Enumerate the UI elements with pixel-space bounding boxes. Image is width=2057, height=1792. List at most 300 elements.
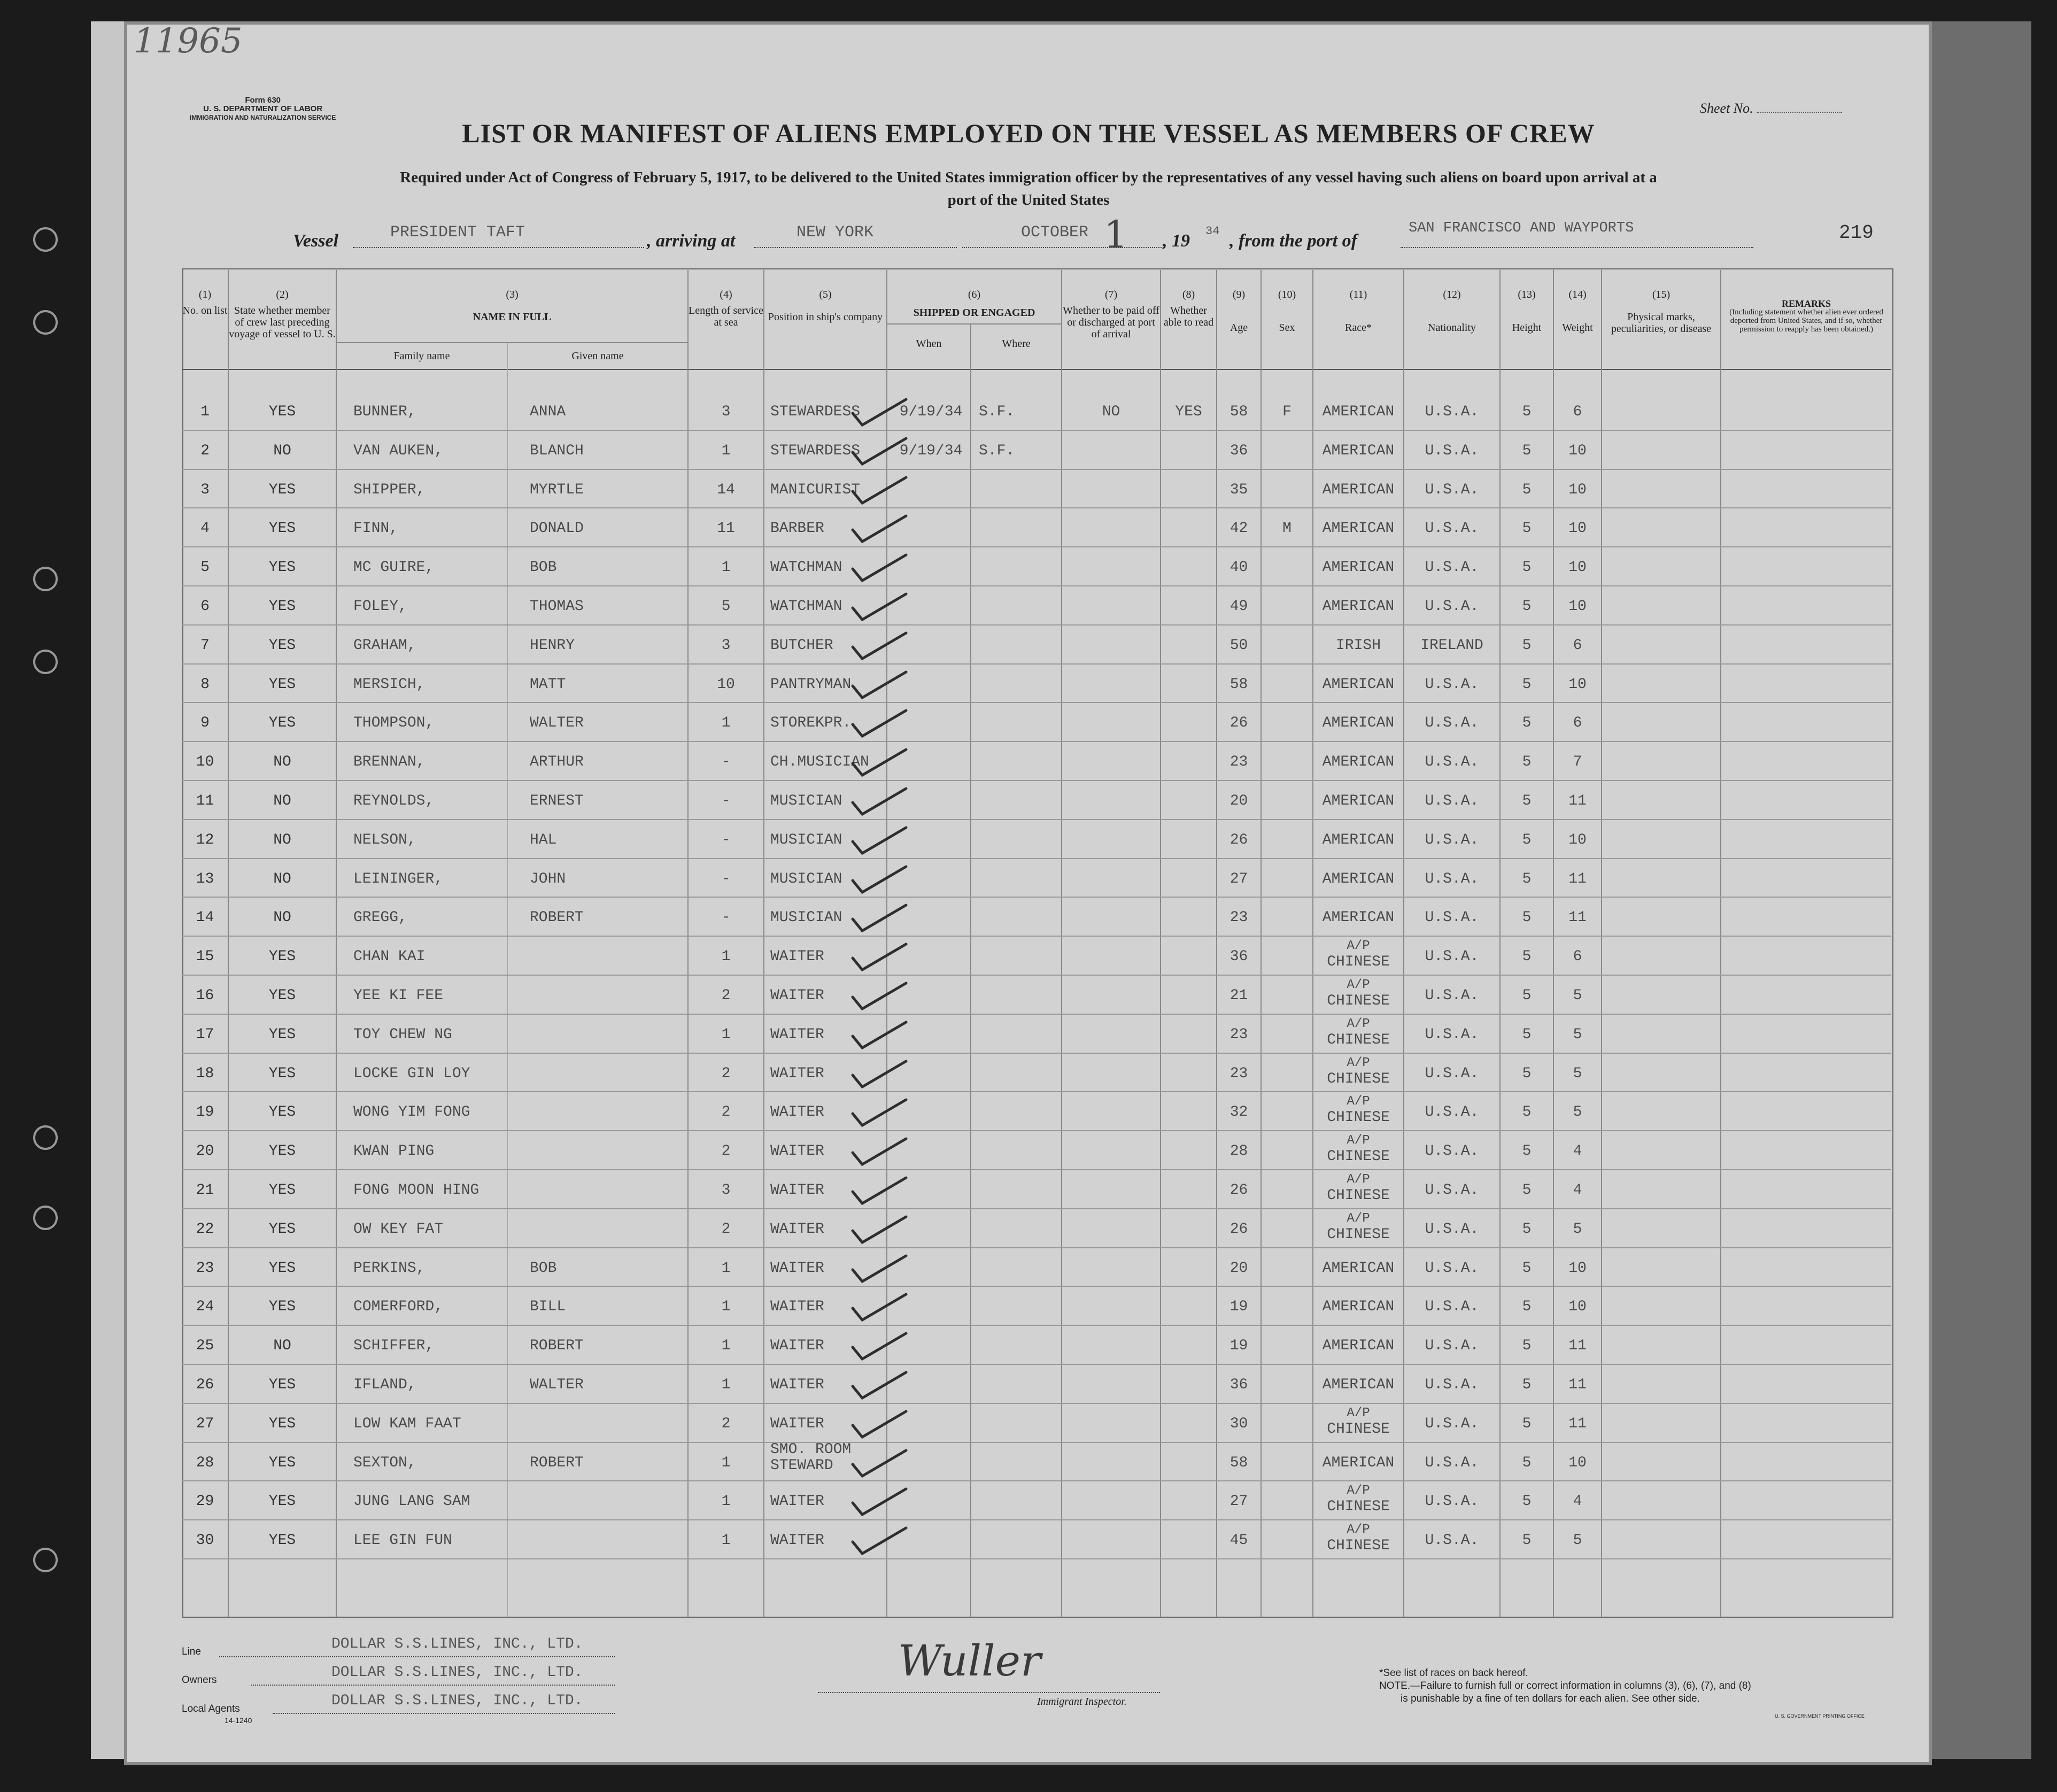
position: WATCHMAN xyxy=(770,559,842,576)
height: 5 xyxy=(1522,442,1532,459)
service-length: 11 xyxy=(717,520,735,537)
height: 5 xyxy=(1522,1532,1532,1549)
row-number: 26 xyxy=(196,1377,214,1393)
height: 5 xyxy=(1522,404,1532,420)
check-mark-icon xyxy=(850,825,909,858)
table-row xyxy=(182,860,1891,899)
vessel-name: PRESIDENT TAFT xyxy=(390,223,525,242)
table-row xyxy=(182,588,1891,627)
able-to-read: YES xyxy=(1175,404,1202,420)
given-name: BLANCH xyxy=(530,442,584,459)
nationality: U.S.A. xyxy=(1425,909,1479,926)
nationality: U.S.A. xyxy=(1425,1532,1479,1549)
nationality: U.S.A. xyxy=(1425,1221,1479,1238)
position: MUSICIAN xyxy=(770,870,842,887)
arriving-label: , arriving at xyxy=(647,231,736,251)
height: 5 xyxy=(1522,1454,1532,1471)
remarks-header: REMARKS (Including statement whether alien ever ordered deported from United States, and if so, whether permission to reapply has been obtained.) xyxy=(1729,298,1883,334)
age: 20 xyxy=(1229,1260,1248,1277)
table-row xyxy=(182,1441,1891,1483)
given-name: ROBERT xyxy=(530,1454,584,1471)
col5-header: (5) Position in ship's company xyxy=(768,289,883,323)
race-note: A/P xyxy=(1347,1172,1370,1187)
previous-voyage: YES xyxy=(268,1377,296,1393)
service-length: 1 xyxy=(721,715,731,732)
row-number: 9 xyxy=(200,715,210,732)
height: 5 xyxy=(1522,870,1532,887)
service-length: 1 xyxy=(721,559,731,576)
age: 21 xyxy=(1229,987,1248,1004)
nationality: U.S.A. xyxy=(1425,1338,1479,1355)
weight: 10 xyxy=(1568,598,1587,615)
age: 20 xyxy=(1229,793,1248,809)
service-length: 2 xyxy=(721,987,731,1004)
shipped-when: 9/19/34 xyxy=(899,442,963,459)
table-row xyxy=(182,1405,1891,1444)
height: 5 xyxy=(1522,1182,1532,1199)
right-page-edge xyxy=(1924,21,2031,1759)
race: AMERICAN xyxy=(1322,870,1395,887)
nationality: U.S.A. xyxy=(1425,520,1479,537)
weight: 10 xyxy=(1568,1260,1587,1277)
position: STEWARDESS xyxy=(770,404,861,420)
age: 26 xyxy=(1229,831,1248,848)
previous-voyage: NO xyxy=(273,870,291,887)
printer-mark: U. S. GOVERNMENT PRINTING OFFICE xyxy=(1775,1713,1865,1719)
check-mark-icon xyxy=(850,1409,909,1441)
table-row xyxy=(182,1482,1891,1521)
binder-hole xyxy=(33,650,58,674)
row-number: 20 xyxy=(196,1143,214,1160)
family-name: MC GUIRE, xyxy=(353,559,435,576)
position: CH.MUSICIAN xyxy=(770,754,869,771)
row-number: 21 xyxy=(196,1182,214,1199)
service-length: 2 xyxy=(721,1104,731,1121)
age: 49 xyxy=(1229,598,1248,615)
service-length: - xyxy=(721,754,731,771)
previous-voyage: YES xyxy=(268,1532,296,1549)
check-mark-icon xyxy=(850,1526,909,1558)
race: AMERICAN xyxy=(1322,1377,1395,1393)
height: 5 xyxy=(1522,1026,1532,1043)
row-number: 15 xyxy=(196,948,214,965)
weight: 11 xyxy=(1568,1338,1587,1355)
age: 45 xyxy=(1229,1532,1248,1549)
col10-header: (10) Sex xyxy=(1278,289,1296,334)
position: STEWARDESS xyxy=(770,442,861,459)
previous-voyage: NO xyxy=(273,1338,291,1355)
family-name: KWAN PING xyxy=(353,1143,435,1160)
nationality: U.S.A. xyxy=(1425,1454,1479,1471)
previous-voyage: NO xyxy=(273,793,291,809)
col12-header: (12) Nationality xyxy=(1428,289,1476,334)
previous-voyage: YES xyxy=(268,1065,296,1082)
row-number: 4 xyxy=(200,520,210,537)
weight: 6 xyxy=(1573,948,1582,965)
family-name: TOY CHEW NG xyxy=(353,1026,452,1043)
height: 5 xyxy=(1522,1299,1532,1316)
age: 42 xyxy=(1229,520,1248,537)
family-name: SEXTON, xyxy=(353,1454,416,1471)
position: MUSICIAN xyxy=(770,831,842,848)
previous-voyage: YES xyxy=(268,1454,296,1471)
row-number: 6 xyxy=(200,598,210,615)
height: 5 xyxy=(1522,520,1532,537)
weight: 6 xyxy=(1573,637,1582,654)
race: CHINESE xyxy=(1327,1538,1390,1555)
race-note: A/P xyxy=(1347,978,1370,992)
col8-header: (8) Whether able to read xyxy=(1163,289,1214,328)
weight: 10 xyxy=(1568,442,1587,459)
table-row xyxy=(182,1249,1891,1288)
service-length: 2 xyxy=(721,1143,731,1160)
row-number: 5 xyxy=(200,559,210,576)
previous-voyage: YES xyxy=(268,1493,296,1510)
age: 35 xyxy=(1229,481,1248,498)
weight: 10 xyxy=(1568,1454,1587,1471)
table-row xyxy=(182,821,1891,860)
check-mark-icon xyxy=(850,1176,909,1208)
check-mark-icon xyxy=(850,670,909,702)
weight: 6 xyxy=(1573,715,1582,732)
check-mark-icon xyxy=(850,631,909,663)
table-row xyxy=(182,1210,1891,1249)
weight: 11 xyxy=(1568,909,1587,926)
weight: 10 xyxy=(1568,559,1587,576)
previous-voyage: YES xyxy=(268,1260,296,1277)
binder-hole xyxy=(33,1206,58,1230)
check-mark-icon xyxy=(850,1370,909,1402)
position: BUTCHER xyxy=(770,637,833,654)
family-name: LEE GIN FUN xyxy=(353,1532,452,1549)
arrival-port: NEW YORK xyxy=(796,223,874,242)
col7-header: (7) Whether to be paid off or discharged at port of arrival xyxy=(1063,289,1159,340)
age: 58 xyxy=(1229,676,1248,693)
previous-voyage: YES xyxy=(268,1104,296,1121)
binder-hole xyxy=(33,310,58,335)
position: WAITER xyxy=(770,1143,824,1160)
nationality: U.S.A. xyxy=(1425,1026,1479,1043)
inspector-signature: Wuller xyxy=(898,1636,1041,1686)
row-number: 22 xyxy=(196,1221,214,1238)
weight: 11 xyxy=(1568,793,1587,809)
service-length: 1 xyxy=(721,1260,731,1277)
table-row xyxy=(182,977,1891,1016)
manifest-subtitle-line1: Required under Act of Congress of February 5, 1917, to be delivered to the United States immigration officer by the representatives of any vessel having such aliens on board upon arrival at a xyxy=(400,169,1657,186)
service-length: 1 xyxy=(721,1454,731,1471)
service-length: 2 xyxy=(721,1065,731,1082)
family-name: MERSICH, xyxy=(353,676,426,693)
arrival-year: 34 xyxy=(1205,225,1220,238)
service-length: - xyxy=(721,870,731,887)
agents-underline xyxy=(273,1713,615,1714)
row-number: 17 xyxy=(196,1026,214,1043)
previous-voyage: YES xyxy=(268,481,296,498)
nationality: U.S.A. xyxy=(1425,1143,1479,1160)
row-number: 12 xyxy=(196,831,214,848)
form-number: Form 630 xyxy=(245,96,281,105)
sheet-number: 219 xyxy=(1839,222,1874,244)
position: WAITER xyxy=(770,1338,824,1355)
col1-header: (1) No. on list xyxy=(182,289,228,316)
table-row xyxy=(182,1327,1891,1366)
table-row xyxy=(182,1132,1891,1171)
paid-off: NO xyxy=(1102,404,1120,420)
left-binding-strip xyxy=(91,21,124,1759)
agents-value: DOLLAR S.S.LINES, INC., LTD. xyxy=(331,1693,583,1709)
weight: 10 xyxy=(1568,520,1587,537)
table-row xyxy=(182,782,1891,821)
row-number: 29 xyxy=(196,1493,214,1510)
previous-voyage: YES xyxy=(268,404,296,420)
family-name: REYNOLDS, xyxy=(353,793,435,809)
position: WAITER xyxy=(770,1182,824,1199)
year-prefix: , 19 xyxy=(1163,231,1190,251)
race: CHINESE xyxy=(1327,1226,1390,1243)
given-name: JOHN xyxy=(530,870,566,887)
given-name: HENRY xyxy=(530,637,575,654)
check-mark-icon xyxy=(850,397,909,429)
height: 5 xyxy=(1522,1260,1532,1277)
table-row xyxy=(182,627,1891,666)
table-row xyxy=(182,1171,1891,1210)
previous-voyage: YES xyxy=(268,1415,296,1432)
owners-underline xyxy=(251,1685,615,1686)
age: 26 xyxy=(1229,1221,1248,1238)
footer-notes xyxy=(1379,1667,1751,1705)
nationality: U.S.A. xyxy=(1425,831,1479,848)
previous-voyage: NO xyxy=(273,442,291,459)
table-row xyxy=(182,393,1891,432)
nationality: IRELAND xyxy=(1420,637,1483,654)
weight: 4 xyxy=(1573,1493,1582,1510)
weight: 10 xyxy=(1568,1299,1587,1316)
check-mark-icon xyxy=(850,1292,909,1324)
row-number: 16 xyxy=(196,987,214,1004)
previous-voyage: YES xyxy=(268,948,296,965)
family-name: FOLEY, xyxy=(353,598,407,615)
age: 40 xyxy=(1229,559,1248,576)
check-mark-icon xyxy=(850,514,909,546)
check-mark-icon xyxy=(850,1331,909,1363)
nationality: U.S.A. xyxy=(1425,715,1479,732)
check-mark-icon xyxy=(850,864,909,897)
weight: 4 xyxy=(1573,1182,1582,1199)
service-length: 1 xyxy=(721,1377,731,1393)
race: AMERICAN xyxy=(1322,598,1395,615)
family-name: LOCKE GIN LOY xyxy=(353,1065,470,1082)
race: CHINESE xyxy=(1327,1031,1390,1048)
sex: M xyxy=(1282,520,1292,537)
nationality: U.S.A. xyxy=(1425,1493,1479,1510)
nationality: U.S.A. xyxy=(1425,948,1479,965)
col11-header: (11) Race* xyxy=(1345,289,1372,334)
table-row xyxy=(182,549,1891,588)
row-number: 24 xyxy=(196,1299,214,1316)
check-mark-icon xyxy=(850,475,909,507)
height: 5 xyxy=(1522,831,1532,848)
race: AMERICAN xyxy=(1322,676,1395,693)
family-name: BRENNAN, xyxy=(353,754,426,771)
position: MUSICIAN xyxy=(770,793,842,809)
col14-header: (14) Weight xyxy=(1562,289,1593,334)
height: 5 xyxy=(1522,1377,1532,1393)
check-mark-icon xyxy=(850,436,909,468)
age: 23 xyxy=(1229,1065,1248,1082)
nationality: U.S.A. xyxy=(1425,1182,1479,1199)
race-note: A/P xyxy=(1347,939,1370,954)
height: 5 xyxy=(1522,948,1532,965)
row-number: 10 xyxy=(196,754,214,771)
weight: 11 xyxy=(1568,1377,1587,1393)
position: WAITER xyxy=(770,1260,824,1277)
row-number: 25 xyxy=(196,1338,214,1355)
col15-header: (15) Physical marks, peculiarities, or disease xyxy=(1611,289,1712,335)
given-name: DONALD xyxy=(530,520,584,537)
table-row xyxy=(182,509,1891,549)
service-length: 1 xyxy=(721,1299,731,1316)
service-length: 2 xyxy=(721,1221,731,1238)
signature-underline xyxy=(818,1692,1160,1693)
age: 23 xyxy=(1229,909,1248,926)
age: 19 xyxy=(1229,1338,1248,1355)
position: WAITER xyxy=(770,1377,824,1393)
owners-value: DOLLAR S.S.LINES, INC., LTD. xyxy=(331,1664,583,1681)
position: WATCHMAN xyxy=(770,598,842,615)
race: IRISH xyxy=(1335,637,1381,654)
service-length: 1 xyxy=(721,1493,731,1510)
shipped-when-header: When xyxy=(916,338,942,350)
age: 58 xyxy=(1229,404,1248,420)
service-length: 10 xyxy=(717,676,735,693)
table-row xyxy=(182,1288,1891,1327)
previous-voyage: NO xyxy=(273,754,291,771)
position: WAITER xyxy=(770,987,824,1004)
check-mark-icon xyxy=(850,553,909,585)
department-name: U. S. DEPARTMENT OF LABOR xyxy=(203,104,323,113)
position: SMO. ROOM STEWARD xyxy=(770,1441,852,1474)
age: 28 xyxy=(1229,1143,1248,1160)
family-name: JUNG LANG SAM xyxy=(353,1493,470,1510)
inspector-label: Immigrant Inspector. xyxy=(1037,1696,1127,1708)
nationality: U.S.A. xyxy=(1425,1415,1479,1432)
position: WAITER xyxy=(770,948,824,965)
previous-voyage: YES xyxy=(268,520,296,537)
race: AMERICAN xyxy=(1322,715,1395,732)
position: BARBER xyxy=(770,520,824,537)
family-name-header: Family name xyxy=(393,350,450,362)
row-number: 28 xyxy=(196,1454,214,1471)
service-length: 1 xyxy=(721,1532,731,1549)
age: 26 xyxy=(1229,715,1248,732)
race: AMERICAN xyxy=(1322,559,1395,576)
weight: 11 xyxy=(1568,1415,1587,1432)
service-length: 14 xyxy=(717,481,735,498)
check-mark-icon xyxy=(850,1020,909,1052)
service-length: 1 xyxy=(721,948,731,965)
family-name: OW KEY FAT xyxy=(353,1221,444,1238)
nationality: U.S.A. xyxy=(1425,1065,1479,1082)
race: AMERICAN xyxy=(1322,1299,1395,1316)
position: WAITER xyxy=(770,1532,824,1549)
handwritten-file-number: 11965 xyxy=(134,21,243,61)
given-name: ANNA xyxy=(530,404,566,420)
binder-hole xyxy=(33,567,58,591)
family-name: CHAN KAI xyxy=(353,948,426,965)
line-underline xyxy=(219,1656,615,1657)
col2-header: (2) State whether member of crew last preceding voyage of vessel to U. S. xyxy=(229,289,336,340)
nationality: U.S.A. xyxy=(1425,404,1479,420)
vessel-label: Vessel xyxy=(293,231,338,251)
height: 5 xyxy=(1522,1338,1532,1355)
service-length: - xyxy=(721,909,731,926)
race-note: A/P xyxy=(1347,1016,1370,1031)
previous-voyage: YES xyxy=(268,715,296,732)
row-number: 30 xyxy=(196,1532,214,1549)
position: WAITER xyxy=(770,1415,824,1432)
age: 58 xyxy=(1229,1454,1248,1471)
previous-voyage: YES xyxy=(268,987,296,1004)
header-bottom-rule xyxy=(182,369,1891,370)
height: 5 xyxy=(1522,1221,1532,1238)
family-name: SCHIFFER, xyxy=(353,1338,435,1355)
given-name: ROBERT xyxy=(530,1338,584,1355)
service-length: 1 xyxy=(721,442,731,459)
previous-voyage: YES xyxy=(268,1143,296,1160)
table-row xyxy=(182,1016,1891,1055)
given-name: MYRTLE xyxy=(530,481,584,498)
previous-voyage: YES xyxy=(268,1182,296,1199)
age: 36 xyxy=(1229,948,1248,965)
date-underline xyxy=(962,247,1165,248)
family-name: SHIPPER, xyxy=(353,481,426,498)
check-mark-icon xyxy=(850,903,909,935)
nationality: U.S.A. xyxy=(1425,1377,1479,1393)
check-mark-icon xyxy=(850,1254,909,1286)
given-name: ARTHUR xyxy=(530,754,584,771)
race: AMERICAN xyxy=(1322,754,1395,771)
race-note: A/P xyxy=(1347,1484,1370,1499)
row-number: 27 xyxy=(196,1415,214,1432)
nationality: U.S.A. xyxy=(1425,442,1479,459)
from-port-underline xyxy=(1401,247,1753,248)
nationality: U.S.A. xyxy=(1425,1104,1479,1121)
height: 5 xyxy=(1522,754,1532,771)
race: AMERICAN xyxy=(1322,831,1395,848)
manifest-subtitle-line2: port of the United States xyxy=(947,191,1110,208)
service-length: 1 xyxy=(721,1026,731,1043)
nationality: U.S.A. xyxy=(1425,1260,1479,1277)
race: AMERICAN xyxy=(1322,909,1395,926)
previous-voyage: YES xyxy=(268,559,296,576)
race-note: A/P xyxy=(1347,1055,1370,1070)
check-mark-icon xyxy=(850,1448,909,1480)
given-name: ERNEST xyxy=(530,793,584,809)
weight: 11 xyxy=(1568,870,1587,887)
arrival-day: 1 xyxy=(1104,213,1128,257)
weight: 4 xyxy=(1573,1143,1582,1160)
previous-voyage: YES xyxy=(268,1026,296,1043)
height: 5 xyxy=(1522,1493,1532,1510)
nationality: U.S.A. xyxy=(1425,598,1479,615)
col3-header: (3) NAME IN FULL xyxy=(473,289,552,323)
check-mark-icon xyxy=(850,1098,909,1130)
sheet-label: Sheet No. xyxy=(1700,101,1842,117)
col6-subheader-rule xyxy=(887,323,1061,325)
owners-label: Owners xyxy=(182,1674,217,1686)
row-number: 7 xyxy=(200,637,210,654)
line-value: DOLLAR S.S.LINES, INC., LTD. xyxy=(331,1636,583,1652)
